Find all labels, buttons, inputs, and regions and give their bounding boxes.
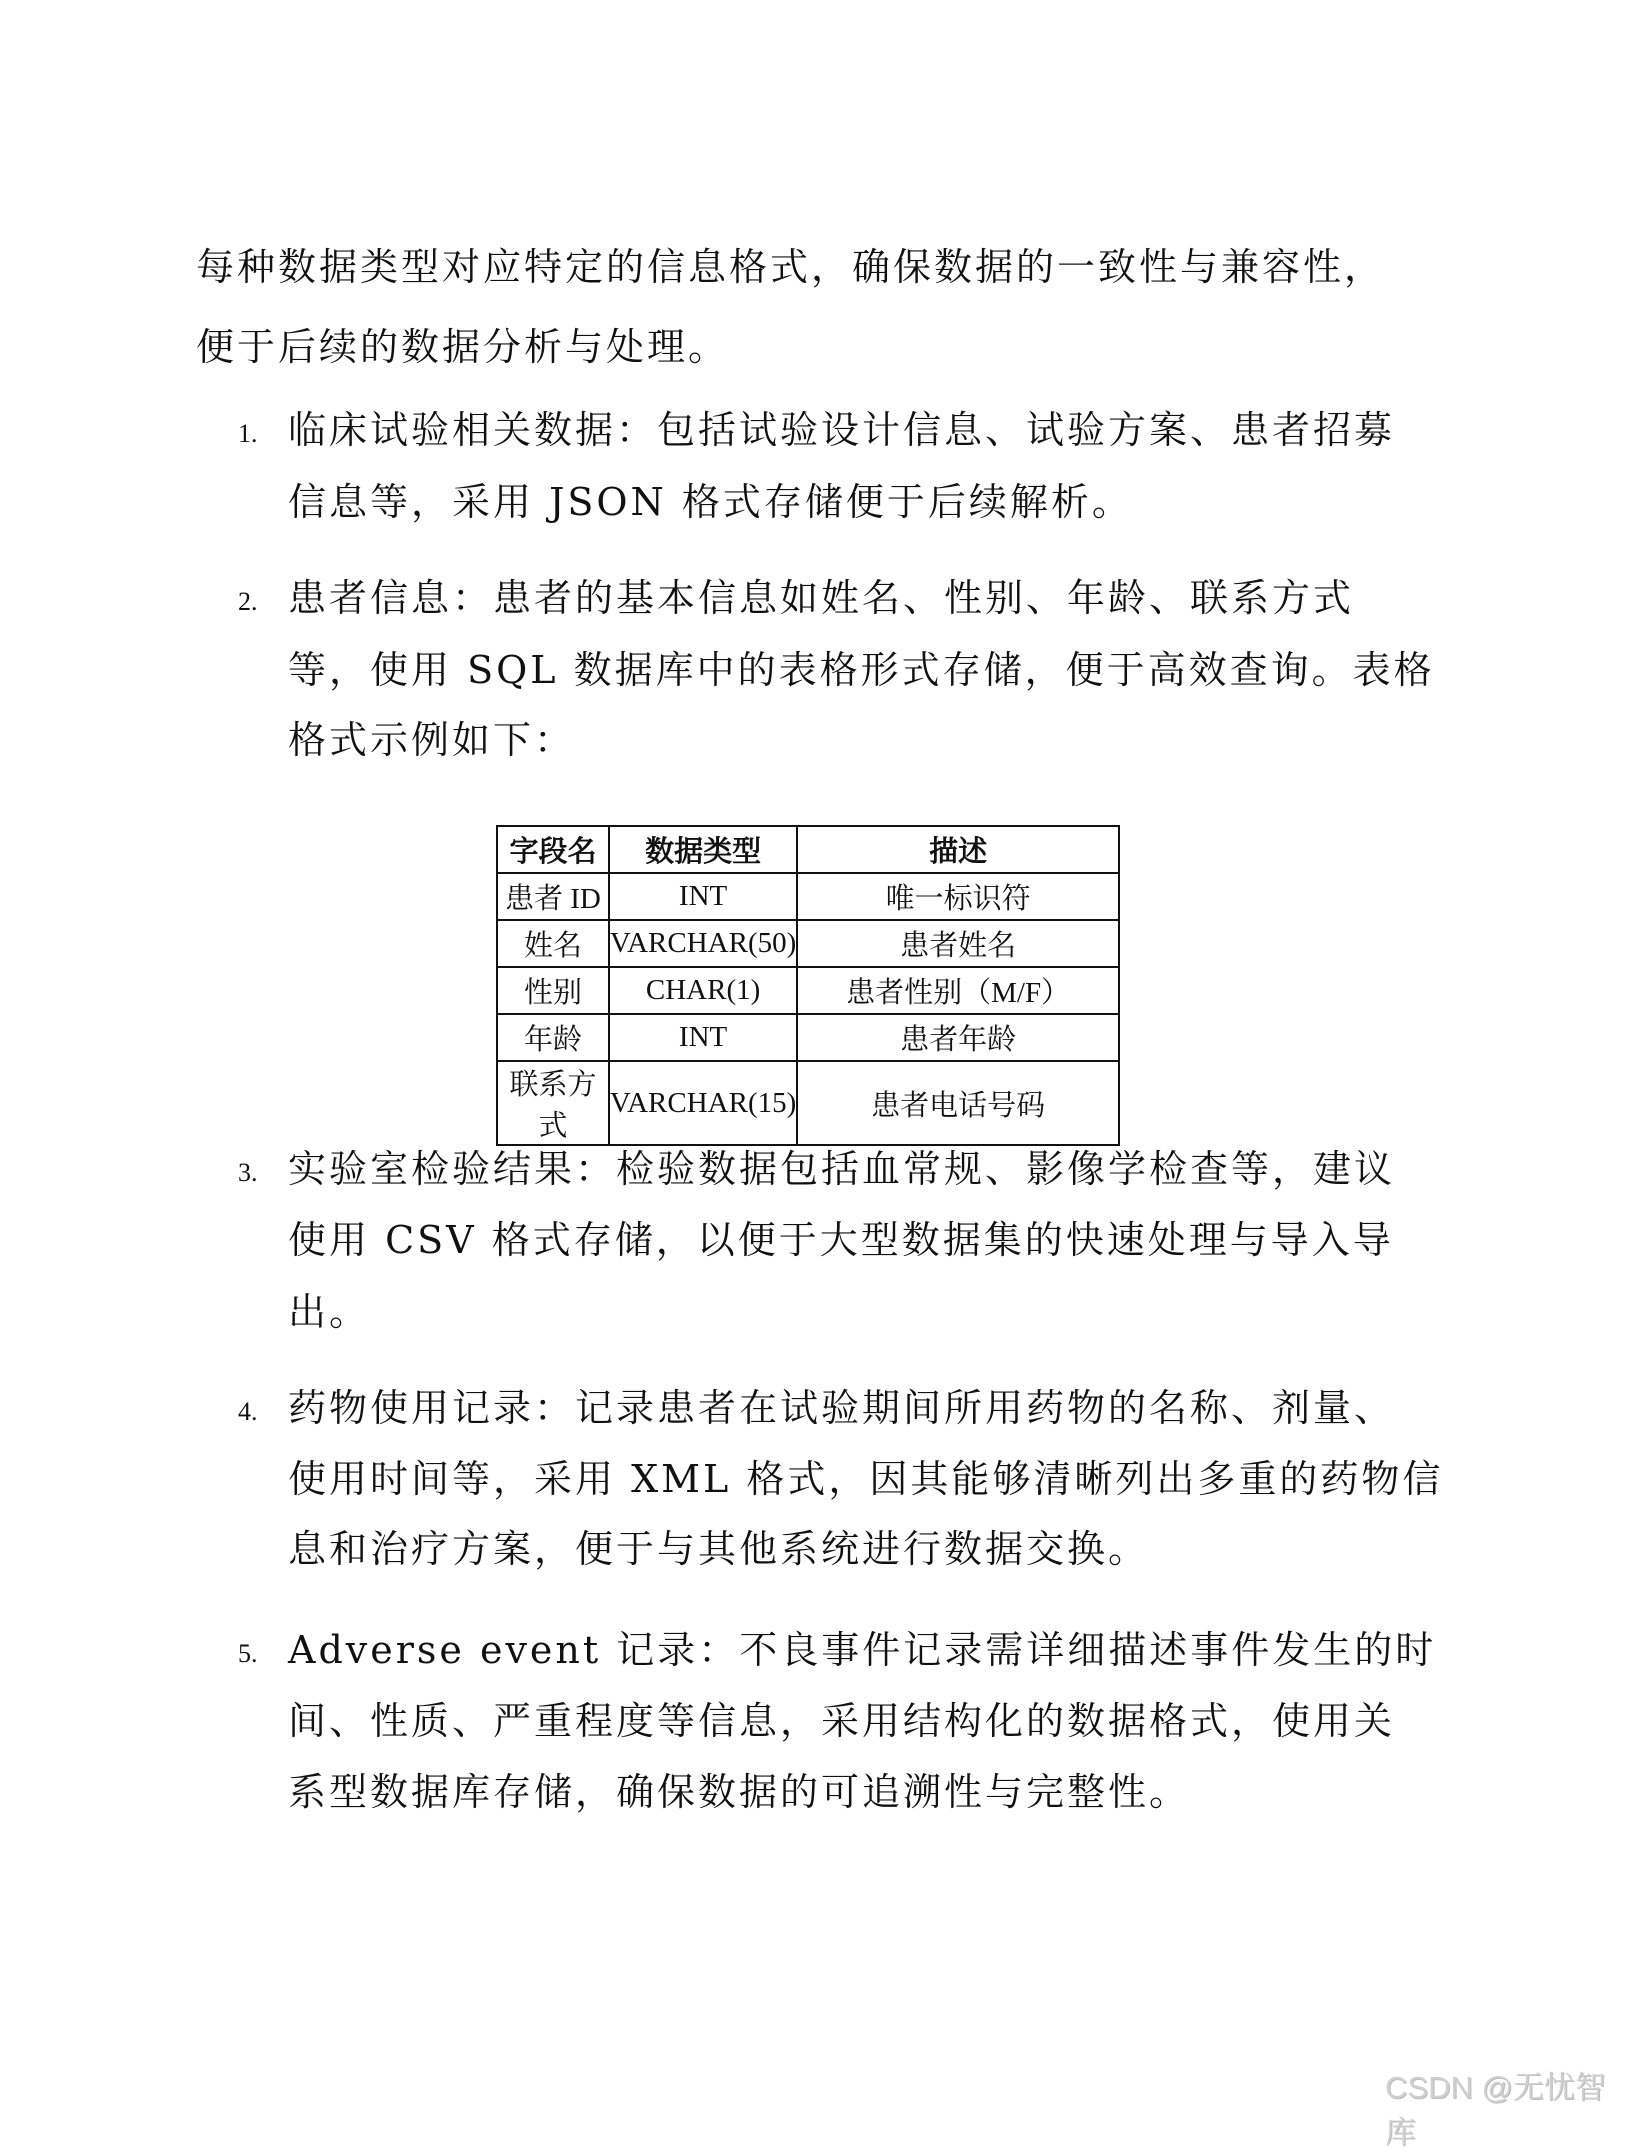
- table-cell: CHAR(1): [609, 967, 797, 1014]
- intro-line: 每种数据类型对应特定的信息格式，确保数据的一致性与兼容性，: [196, 245, 1386, 289]
- table-header-cell: 数据类型: [609, 826, 797, 873]
- table-cell: 年龄: [497, 1014, 609, 1061]
- csdn-watermark: CSDN @无忧智库: [1385, 2070, 1606, 2150]
- table-cell: 唯一标识符: [797, 873, 1119, 920]
- table-cell: 患者 ID: [497, 873, 609, 920]
- list-item-line: 格式示例如下：: [288, 718, 576, 762]
- list-item-line: 息和治疗方案，便于与其他系统进行数据交换。: [288, 1527, 1150, 1571]
- table-cell: VARCHAR(15): [609, 1061, 797, 1145]
- table-cell: VARCHAR(50): [609, 920, 797, 967]
- patient-info-table: [496, 825, 1120, 1146]
- table-row: [497, 920, 1119, 967]
- list-item-line: 患者信息：患者的基本信息如姓名、性别、年龄、联系方式: [288, 576, 1355, 620]
- list-item-line: 出。: [288, 1290, 371, 1334]
- table-cell: 患者姓名: [797, 920, 1119, 967]
- list-item-line: 信息等，采用 JSON 格式存储便于后续解析。: [288, 480, 1133, 524]
- table-row: [497, 873, 1119, 920]
- list-item-line: 临床试验相关数据：包括试验设计信息、试验方案、患者招募: [288, 408, 1396, 452]
- list-item-line: 使用 CSV 格式存储，以便于大型数据集的快速处理与导入导: [288, 1218, 1394, 1262]
- table-cell: 性别: [497, 967, 609, 1014]
- table-header-cell: 字段名: [497, 826, 609, 873]
- list-item-line: 等，使用 SQL 数据库中的表格形式存储，便于高效查询。表格: [288, 648, 1435, 692]
- intro-line: 便于后续的数据分析与处理。: [196, 325, 730, 369]
- list-item-line: 药物使用记录：记录患者在试验期间所用药物的名称、剂量、: [288, 1386, 1396, 1430]
- table-row: [497, 1061, 1119, 1145]
- table-cell: 患者性别（M/F）: [797, 967, 1119, 1014]
- table-cell: 患者电话号码: [797, 1061, 1119, 1145]
- table-header-cell: 描述: [797, 826, 1119, 873]
- list-number: 4.: [238, 1397, 258, 1426]
- table-row: [497, 967, 1119, 1014]
- list-item-line: 实验室检验结果：检验数据包括血常规、影像学检查等，建议: [288, 1147, 1396, 1191]
- list-item-line: 使用时间等，采用 XML 格式，因其能够清晰列出多重的药物信: [288, 1457, 1444, 1501]
- table-row: [497, 1014, 1119, 1061]
- list-number: 5.: [238, 1639, 258, 1668]
- list-item-line: 系型数据库存储，确保数据的可追溯性与完整性。: [288, 1770, 1191, 1814]
- table-header-row: [497, 826, 1119, 873]
- table-cell: 患者年龄: [797, 1014, 1119, 1061]
- list-item-line: Adverse event 记录：不良事件记录需详细描述事件发生的时: [288, 1628, 1437, 1672]
- table-cell: INT: [609, 873, 797, 920]
- table-cell: INT: [609, 1014, 797, 1061]
- list-item-line: 间、性质、严重程度等信息，采用结构化的数据格式，使用关: [288, 1699, 1396, 1743]
- list-number: 1.: [238, 419, 258, 448]
- list-number: 3.: [238, 1158, 258, 1187]
- list-number: 2.: [238, 587, 258, 616]
- table-cell: 联系方式: [497, 1061, 609, 1145]
- table-cell: 姓名: [497, 920, 609, 967]
